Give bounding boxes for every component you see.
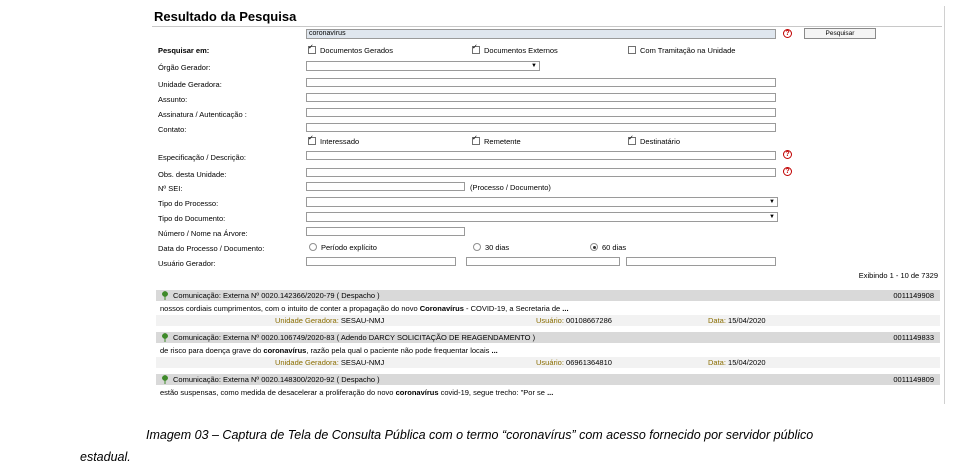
interessado-checkbox[interactable]	[308, 137, 359, 146]
orgao-gerador-label: Órgão Gerador:	[158, 63, 211, 72]
chevron-down-icon: ▼	[531, 63, 537, 69]
numero-nome-arvore-label: Número / Nome na Árvore:	[158, 229, 248, 238]
assinatura-input[interactable]	[306, 108, 776, 117]
usuario-gerador-input-3[interactable]	[626, 257, 776, 266]
documentos-externos-checkbox[interactable]	[472, 46, 558, 55]
contato-input[interactable]	[306, 123, 776, 132]
result-usuario: Usuário: 00108667286	[536, 316, 612, 325]
title-divider	[152, 26, 942, 27]
result-number[interactable]: 0011149833	[893, 333, 934, 342]
result-count: Exibindo 1 - 10 de 7329	[858, 271, 938, 280]
usuario-gerador-input-1[interactable]	[306, 257, 456, 266]
obs-unidade-label: Obs. desta Unidade:	[158, 170, 227, 179]
caption-line-2: estadual.	[80, 450, 131, 464]
question-circle-icon[interactable]: ?	[783, 150, 792, 159]
trinta-dias-label: 30 dias	[485, 243, 510, 252]
search-button[interactable]: Pesquisar	[804, 28, 876, 39]
com-tramitacao-label: Com Tramitação na Unidade	[640, 46, 736, 55]
usuario-gerador-label: Usuário Gerador:	[158, 259, 216, 268]
contato-label: Contato:	[158, 125, 187, 134]
n-sei-label: Nº SEI:	[158, 184, 183, 193]
data-processo-label: Data do Processo / Documento:	[158, 244, 265, 253]
trinta-dias-radio[interactable]	[473, 243, 509, 252]
checkbox-checked-icon[interactable]	[308, 137, 316, 145]
caption-line-1: Imagem 03 – Captura de Tela de Consulta Pública com o termo “coronavírus” com acesso fornecido por servidor público	[146, 428, 814, 442]
chevron-down-icon: ▼	[769, 214, 775, 220]
result-header	[156, 374, 940, 385]
remetente-checkbox[interactable]	[472, 137, 521, 146]
tipo-documento-label: Tipo do Documento:	[158, 214, 226, 223]
chevron-down-icon: ▼	[769, 199, 775, 205]
result-data: Data: 15/04/2020	[708, 358, 766, 367]
question-circle-icon[interactable]: ?	[783, 167, 792, 176]
usuario-gerador-input-2[interactable]	[466, 257, 620, 266]
result-title-link[interactable]: Comunicação: Externa Nº 0020.106749/2020-83 ( Adendo DARCY SOLICITAÇÃO DE REAGENDAMENTO )	[173, 333, 536, 342]
checkbox-checked-icon[interactable]	[628, 137, 636, 145]
sessenta-dias-label: 60 dias	[602, 243, 627, 252]
documentos-gerados-label: Documentos Gerados	[320, 46, 393, 55]
result-data: Data: 15/04/2020	[708, 316, 766, 325]
result-header	[156, 332, 940, 343]
leaf-icon	[161, 375, 169, 384]
periodo-explicito-radio[interactable]	[309, 243, 377, 252]
result-usuario: Usuário: 06961364810	[536, 358, 612, 367]
page-title: Resultado da Pesquisa	[154, 9, 297, 24]
destinatario-label: Destinatário	[640, 137, 681, 146]
result-snippet: estão suspensas, como medida de desacelerar a proliferação do novo coronavírus covid-19, segue trecho: "Por se ...	[160, 388, 554, 397]
radio-empty-icon[interactable]	[473, 243, 481, 251]
n-sei-input[interactable]	[306, 182, 465, 191]
assunto-label: Assunto:	[158, 95, 188, 104]
obs-unidade-input[interactable]	[306, 168, 776, 177]
sessenta-dias-radio[interactable]	[590, 243, 626, 252]
pesquisar-em-label: Pesquisar em:	[158, 46, 210, 55]
result-snippet: nossos cordiais cumprimentos, com o intuito de conter a propagação do novo Coronavírus - COVID-19, a Secretaria de ...	[160, 304, 569, 313]
documentos-externos-label: Documentos Externos	[484, 46, 558, 55]
interessado-label: Interessado	[320, 137, 360, 146]
unidade-geradora-label: Unidade Geradora:	[158, 80, 222, 89]
especificacao-input[interactable]	[306, 151, 776, 160]
orgao-gerador-select[interactable]	[306, 61, 540, 71]
numero-nome-arvore-input[interactable]	[306, 227, 465, 236]
n-sei-hint: (Processo / Documento)	[470, 183, 551, 192]
documentos-gerados-checkbox[interactable]	[308, 46, 393, 55]
question-circle-icon[interactable]: ?	[783, 29, 792, 38]
remetente-label: Remetente	[484, 137, 521, 146]
checkbox-empty-icon[interactable]	[628, 46, 636, 54]
tipo-documento-select[interactable]	[306, 212, 778, 222]
periodo-explicito-label: Período explícito	[321, 243, 377, 252]
unidade-geradora-input[interactable]	[306, 78, 776, 87]
result-header	[156, 290, 940, 301]
search-input[interactable]: coronavírus	[306, 29, 776, 39]
destinatario-checkbox[interactable]	[628, 137, 680, 146]
result-unidade: Unidade Geradora: SESAU-NMJ	[275, 316, 385, 325]
checkbox-checked-icon[interactable]	[308, 46, 316, 54]
especificacao-label: Especificação / Descrição:	[158, 153, 246, 162]
com-tramitacao-checkbox[interactable]	[628, 46, 735, 55]
result-title-link[interactable]: Comunicação: Externa Nº 0020.148300/2020-92 ( Despacho )	[173, 375, 380, 384]
result-snippet: de risco para doença grave do coronavírus, razão pela qual o paciente não pode frequentar locais ...	[160, 346, 498, 355]
result-title-link[interactable]: Comunicação: Externa Nº 0020.142366/2020-79 ( Despacho )	[173, 291, 380, 300]
checkbox-checked-icon[interactable]	[472, 46, 480, 54]
result-number[interactable]: 0011149908	[893, 291, 934, 300]
leaf-icon	[161, 333, 169, 342]
leaf-icon	[161, 291, 169, 300]
checkbox-checked-icon[interactable]	[472, 137, 480, 145]
assunto-input[interactable]	[306, 93, 776, 102]
tipo-processo-select[interactable]	[306, 197, 778, 207]
radio-selected-icon[interactable]	[590, 243, 598, 251]
tipo-processo-label: Tipo do Processo:	[158, 199, 219, 208]
radio-empty-icon[interactable]	[309, 243, 317, 251]
figure-caption	[80, 424, 920, 468]
result-number[interactable]: 0011149809	[893, 375, 934, 384]
assinatura-label: Assinatura / Autenticação :	[158, 110, 247, 119]
result-unidade: Unidade Geradora: SESAU-NMJ	[275, 358, 385, 367]
